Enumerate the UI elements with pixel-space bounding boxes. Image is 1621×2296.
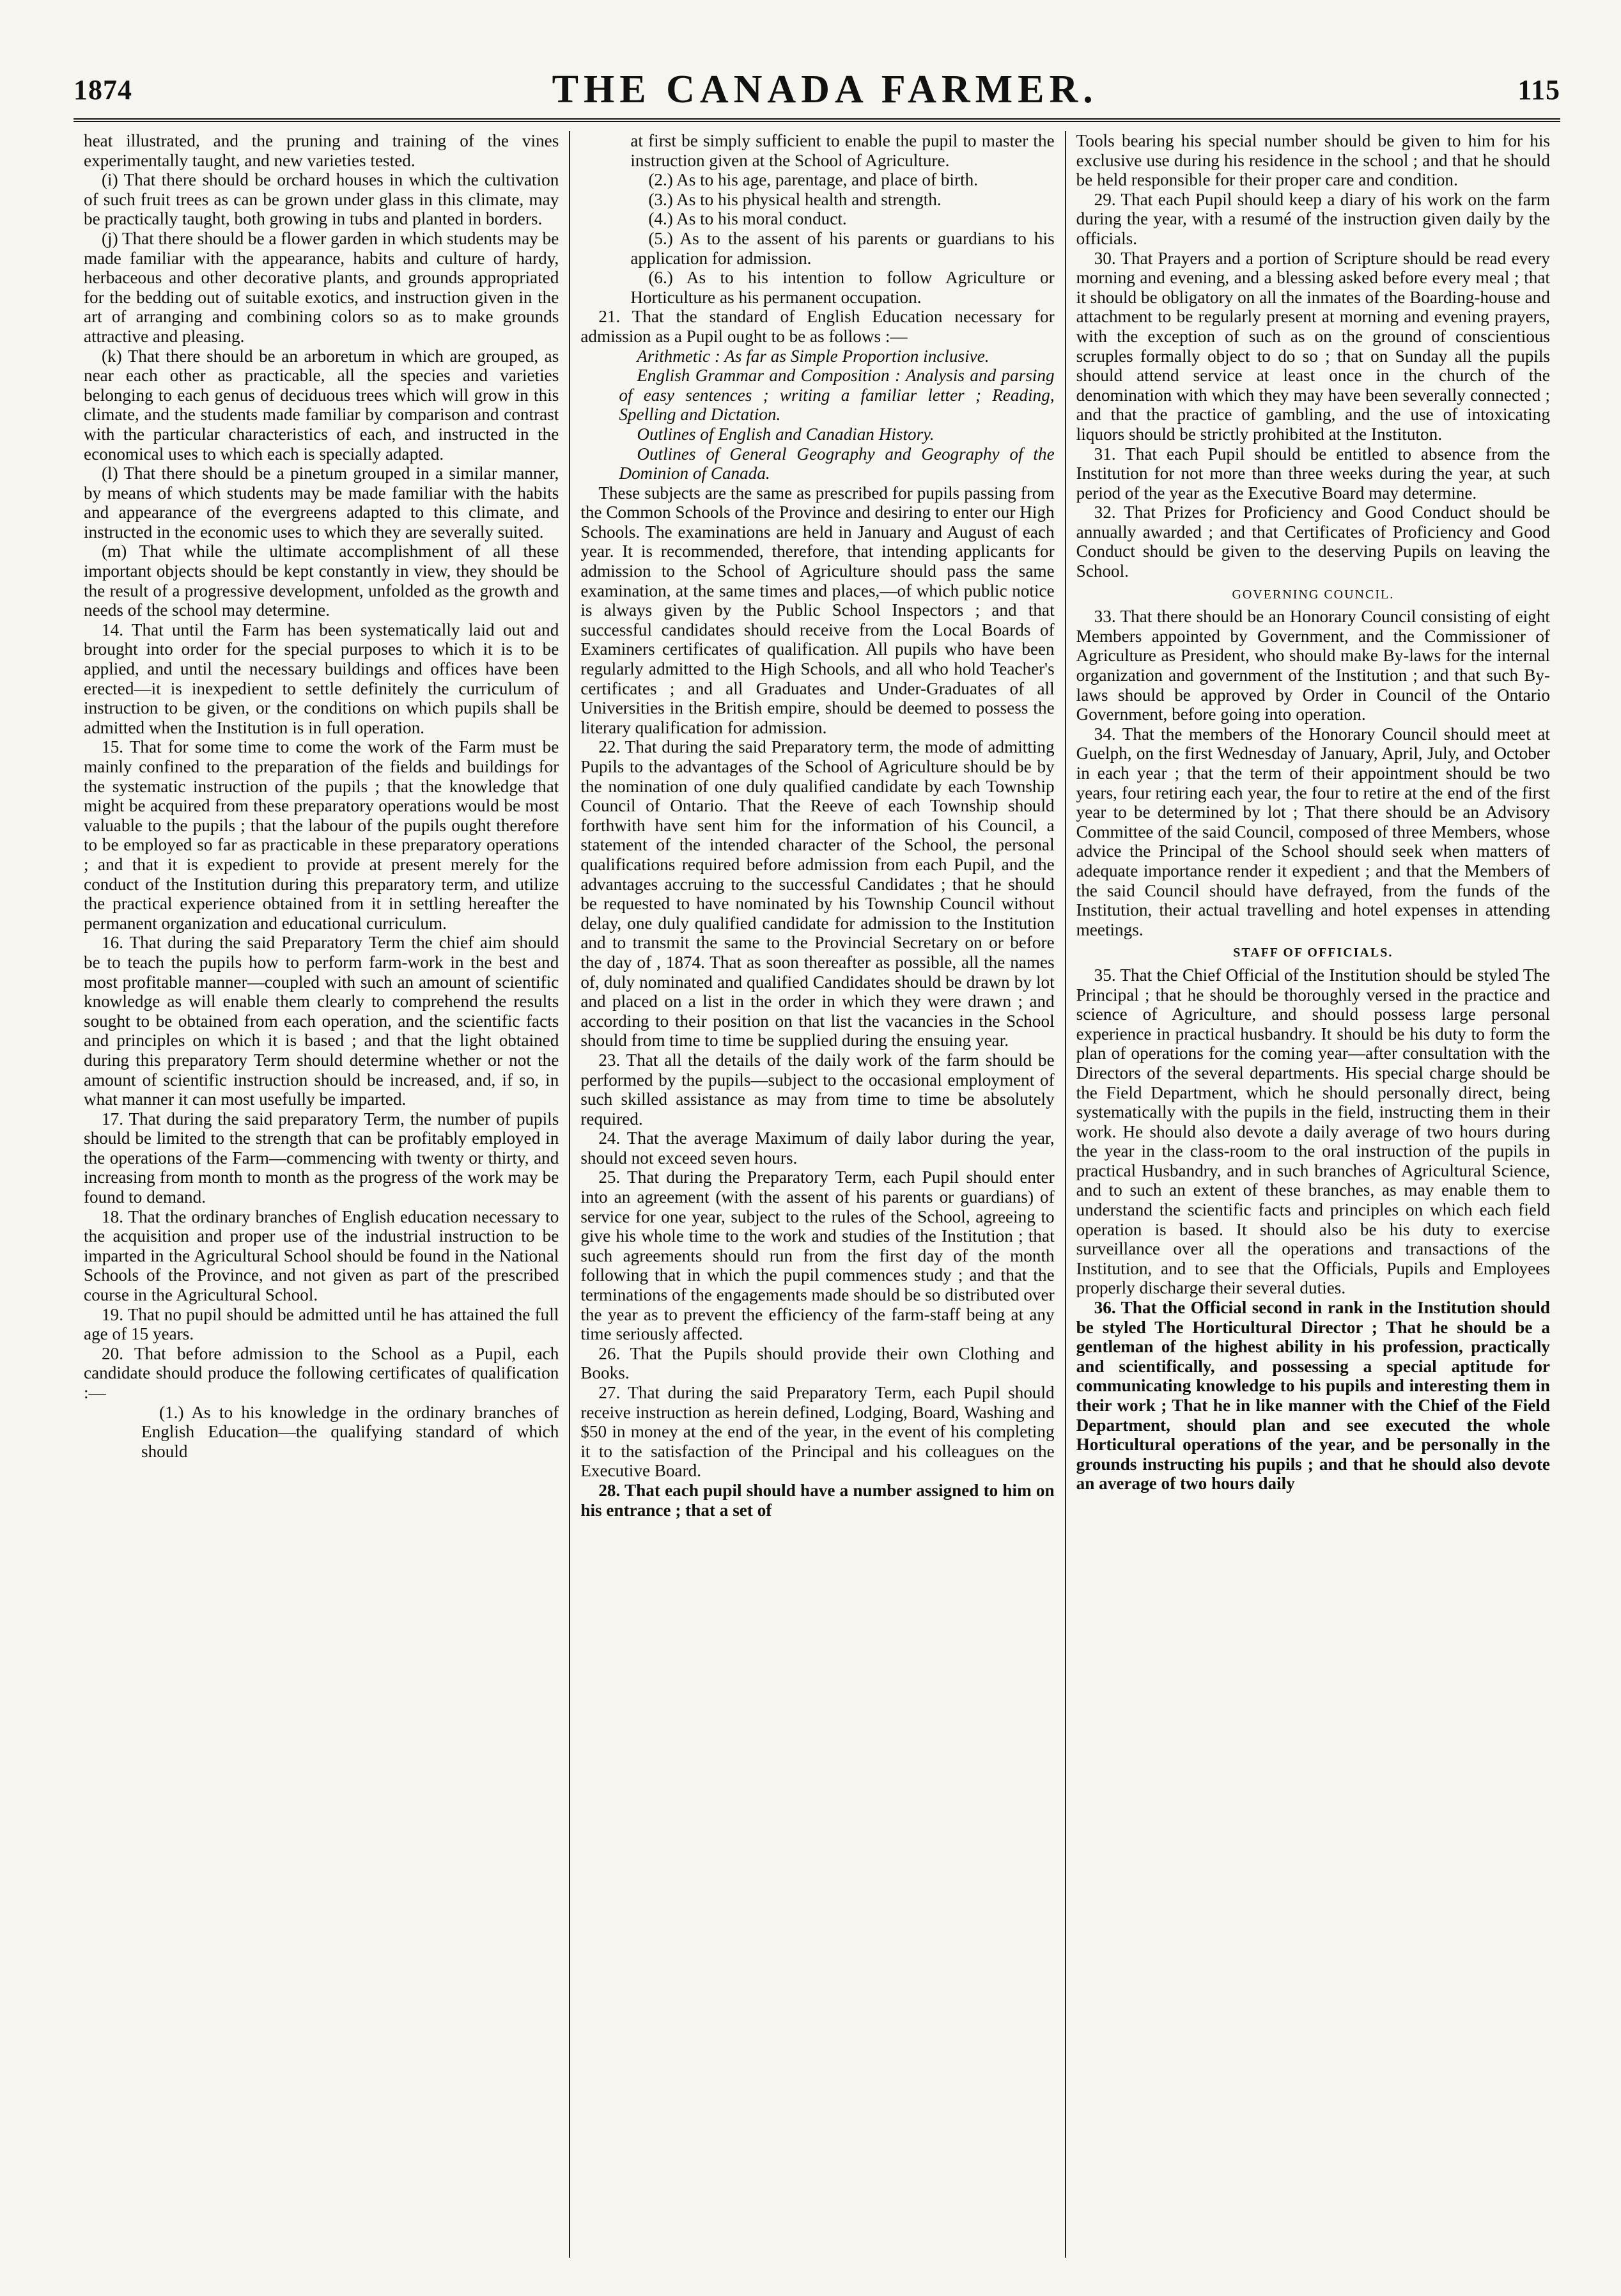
- newspaper-title: THE CANADA FARMER.: [552, 67, 1098, 111]
- paragraph: (m) That while the ultimate accomplishment of all these important objects should be kept constantly in view, they should be the result of a progressive development, unfolded as the growth and needs of the school may determine.: [84, 542, 559, 620]
- issue-year: 1874: [74, 74, 132, 105]
- paragraph: 15. That for some time to come the work of the Farm must be mainly confined to the preparation of the fields and buildings for the systematic instruction of the pupils ; that the knowledge that might be acquired from these preparatory operations would be most valuable to the pupils ; that the labour of the pupils ought therefore to be employed so far as practicable in these preparatory operations ; and that it is expedient to provide at present merely for the conduct of the Institution during this preparatory term, and utilize the practical experience obtained from it in settling hereafter the permanent organization and educational curriculum.: [84, 737, 559, 933]
- paragraph: 30. That Prayers and a portion of Scripture should be read every morning and evening, and a blessing asked before every meal ; that it should be obligatory on all the inmates of the Boarding-house and attachment to be regularly present at morning and evening prayers, with the exception of such as on the ground of conscientious scruples formally object to do so ; that on Sunday all the pupils should attend service at least once in the church of the denomination with which they may have been severally connected ; and that the practice of gambling, and the use of intoxicating liquors should be strictly prohibited at the Instituton.: [1076, 248, 1550, 444]
- paragraph: 27. That during the said Preparatory Term, each Pupil should receive instruction as herein defined, Lodging, Board, Washing and $50 in money at the end of the year, in the event of his completing it to the satisfaction of the Principal and his colleagues on the Executive Board.: [580, 1383, 1055, 1481]
- paragraph: 33. That there should be an Honorary Council consisting of eight Members appointed by Government, and the Commissioner of Agriculture as President, who should make By-laws for the internal organization and government of the Institution ; and that such By-laws should be approved by Order in Council of the Ontario Government, before going into operation.: [1076, 607, 1550, 724]
- list-item: (4.) As to his moral conduct.: [648, 209, 847, 229]
- paragraph: 16. That during the said Preparatory Term the chief aim should be to teach the pupils how to perform farm-work in the best and most profitable manner—coupled with such an amount of scientific knowledge as will enable them clearly to comprehend the results sought to be obtained from each operation, and the scientific facts and principles on which it is based ; and that the light obtained during this preparatory Term should determine whether or not the amount of scientific instruction should be increased, and, if so, in what manner it can most usefully be imparted.: [84, 933, 559, 1109]
- paragraph: 34. That the members of the Honorary Council should meet at Guelph, on the first Wednesday of January, April, July, and October in each year ; that the term of their appointment should be two years, four retiring each year, the four to retire at the end of the first year to be determined by lot ; That there should be an Advisory Committee of the said Council, composed of three Members, whose advice the Principal of the School should seek when matters of adequate importance render it expedient ; and that the Members of the said Council should have defrayed, from the funds of the Institution, their actual travelling and hotel expenses in attending meetings.: [1076, 724, 1550, 939]
- paragraph: (k) That there should be an arboretum in which are grouped, as near each other as practicable, all the species and varieties belonging to each genus of deciduous trees which will grow in this climate, and the students made familiar by comparison and contrast with the particular characteristics of each, and instructed in the economical uses to which each is specially adapted.: [84, 346, 559, 464]
- list-item: (6.) As to his intention to follow Agriculture or Horticulture as his permanent occupation.: [630, 268, 1055, 307]
- paragraph: 18. That the ordinary branches of English education necessary to the acquisition and proper use of the industrial instruction to be imparted in the Agricultural School should be found in the National Schools of the Province, and not given as part of the prescribed course in the Agricultural School.: [84, 1207, 559, 1305]
- paragraph: 22. That during the said Preparatory term, the mode of admitting Pupils to the advantages of the School of Agriculture should be by the nomination of one duly qualified candidate by each Township Council of Ontario. That the Reeve of each Township should forthwith have sent him for the information of his Council, a statement of the intended character of the School, the personal qualifications required before admission from each Pupil, and the advantages accruing to the successful Candidates ; that he should be requested to have nominated by his Township Council without delay, one duly qualified candidate for admission to the Institution and to transmit the same to the Provincial Secretary on or before the day of , 1874. That as soon thereafter as possible, all the names of, duly nominated and qualified Candidates should be drawn by lot and placed on a list in the order in which they were drawn ; and according to their position on that list the vacancies in the School should from time to time be supplied during the ensuing year.: [580, 737, 1055, 1050]
- paragraph: 26. That the Pupils should provide their own Clothing and Books.: [580, 1343, 1055, 1383]
- paragraph: (i) That there should be orchard houses in which the cultivation of such fruit trees as can be grown under glass in this climate, may be practically taught, both growing in tubs and planted in borders.: [84, 170, 559, 229]
- paragraph: (j) That there should be a flower garden in which students may be made familiar with the appearance, habits and culture of hardy, herbaceous and other decorative plants, and grounds appropriated for the bedding out of suitable exotics, and instruction given in the art of arranging and combining colors so as to make grounds attractive and pleasing.: [84, 228, 559, 346]
- section-heading: STAFF OF OFFICIALS.: [1233, 946, 1393, 960]
- paragraph: heat illustrated, and the pruning and training of the vines experimentally taught, and new varieties tested.: [84, 131, 559, 170]
- column-1: [74, 131, 569, 2258]
- paragraph: 32. That Prizes for Proficiency and Good Conduct should be annually awarded ; and that Certificates of Proficiency and Good Conduct should be given to the deserving Pupils on leaving the School.: [1076, 503, 1550, 581]
- standard-arithmetic: Arithmetic : As far as Simple Proportion inclusive.: [637, 346, 989, 366]
- list-item: (1.) As to his knowledge in the ordinary branches of English Education—the qualifying standard of which should: [141, 1402, 559, 1461]
- article-columns: [74, 131, 1560, 2258]
- list-item: at first be simply sufficient to enable the pupil to master the instruction given at the School of Agriculture.: [630, 131, 1055, 170]
- paragraph: 25. That during the Preparatory Term, each Pupil should enter into an agreement (with the assent of his parents or guardians) of service for one year, subject to the rules of the School, agreeing to give his whole time to the work and studies of the Institution ; that such agreements should run from the first day of the month following that in which the pupil commences study ; and that the terminations of the engagements made should be so distributed over the year as to prevent the efficiency of the farm-staff being at any time seriously affected.: [580, 1168, 1055, 1344]
- paragraph: Tools bearing his special number should be given to him for his exclusive use during his residence in the school ; and that he should be held responsible for their proper care and condition.: [1076, 131, 1550, 190]
- paragraph: 17. That during the said preparatory Term, the number of pupils should be limited to the strength that can be profitably employed in the operations of the Farm—commencing with twenty or thirty, and increasing from month to month as the progress of the work may be found to demand.: [84, 1109, 559, 1207]
- column-3: [1065, 131, 1560, 2258]
- section-heading: GOVERNING COUNCIL.: [1232, 587, 1395, 602]
- list-item: (5.) As to the assent of his parents or guardians to his application for admission.: [630, 228, 1055, 268]
- paragraph: 28. That each pupil should have a number assigned to him on his entrance ; that a set of: [580, 1480, 1055, 1520]
- page-number: 115: [1517, 74, 1560, 105]
- paragraph: 21. That the standard of English Education necessary for admission as a Pupil ought to be as follows :—: [580, 307, 1055, 346]
- paragraph: 35. That the Chief Official of the Institution should be styled The Principal ; that he should be thoroughly versed in the practice and science of Agriculture, and should possess large personal experience in practical husbandry. It should be his duty to form the plan of operations for the coming year—after consultation with the Directors of the several departments. His special charge should be the Field Department, which he should personally direct, being systematically with the pupils in the field, instructing them in their work. He should also devote a daily average of two hours during the year in the class-room to the oral instruction of the pupils in practical Husbandry, and in such branches of Agricultural Science, and to such an extent of these branches, as may enable them to understand the scientific facts and principles on which each field operation is based. It should also be his duty to exercise surveillance over all the operations and transactions of the Institution, and to see that the Officials, Pupils and Employees properly discharge their several duties.: [1076, 965, 1550, 1298]
- paragraph: 29. That each Pupil should keep a diary of his work on the farm during the year, with a resumé of the instruction given daily by the officials.: [1076, 189, 1550, 248]
- paragraph: 24. That the average Maximum of daily labor during the year, should not exceed seven hours.: [580, 1128, 1055, 1168]
- paragraph: 19. That no pupil should be admitted until he has attained the full age of 15 years.: [84, 1304, 559, 1344]
- paragraph: 14. That until the Farm has been systematically laid out and brought into order for the special purposes to which it is to be applied, and until the necessary buildings and offices have been erected—it is inexpedient to settle definitely the curriculum of instruction to be given, or the conditions on which pupils shall be admitted when the Institution is in full operation.: [84, 620, 559, 737]
- paragraph: 23. That all the details of the daily work of the farm should be performed by the pupils—subject to the occasional employment of such skilled assistance as may from time to time be absolutely required.: [580, 1050, 1055, 1128]
- paragraph: 31. That each Pupil should be entitled to absence from the Institution for not more than three weeks during the year, at such period of the year as the Executive Board may determine.: [1076, 444, 1550, 503]
- standard-geography: Outlines of General Geography and Geography of the Dominion of Canada.: [619, 444, 1055, 483]
- column-2: [569, 131, 1064, 2258]
- paragraph: 20. That before admission to the School as a Pupil, each candidate should produce the following certificates of qualification :—: [84, 1343, 559, 1402]
- standard-grammar: English Grammar and Composition : Analysis and parsing of easy sentences ; writing a familiar letter ; Reading, Spelling and Dictation.: [619, 366, 1055, 425]
- list-item: (3.) As to his physical health and strength.: [648, 189, 942, 209]
- masthead: [74, 61, 1560, 122]
- list-item: (2.) As to his age, parentage, and place of birth.: [648, 170, 978, 190]
- standard-history: Outlines of English and Canadian History.: [637, 424, 935, 444]
- paragraph: These subjects are the same as prescribed for pupils passing from the Common Schools of the Province and desiring to enter our High Schools. The examinations are held in January and August of each year. It is recommended, therefore, that intending applicants for admission to the School of Agriculture should pass the same examination, at the same times and places,—of which public notice is always given by the Public School Inspectors ; and that successful candidates should receive from the Local Boards of Examiners certificates of qualification. All pupils who have been regularly admitted to the High Schools, and all who hold Teacher's certificates ; and all Graduates and Under-Graduates of all Universities in the British empire, should be deemed to possess the literary qualification for admission.: [580, 483, 1055, 737]
- paragraph: (l) That there should be a pinetum grouped in a similar manner, by means of which students may be made familiar with the habits and appearance of the evergreens adapted to this climate, and instructed in the economic uses to which they are severally suited.: [84, 464, 559, 542]
- paragraph: 36. That the Official second in rank in the Institution should be styled The Horticultural Director ; That he should be a gentleman of the highest ability in his profession, practically and scientifically, and possessing a special aptitude for communicating knowledge to his pupils and interesting them in their work ; That he in like manner with the Chief of the Field Department, should plan and see executed the whole Horticultural operations of the year, and be personally in the grounds instructing his pupils ; and that he should also devote an average of two hours daily: [1076, 1298, 1550, 1494]
